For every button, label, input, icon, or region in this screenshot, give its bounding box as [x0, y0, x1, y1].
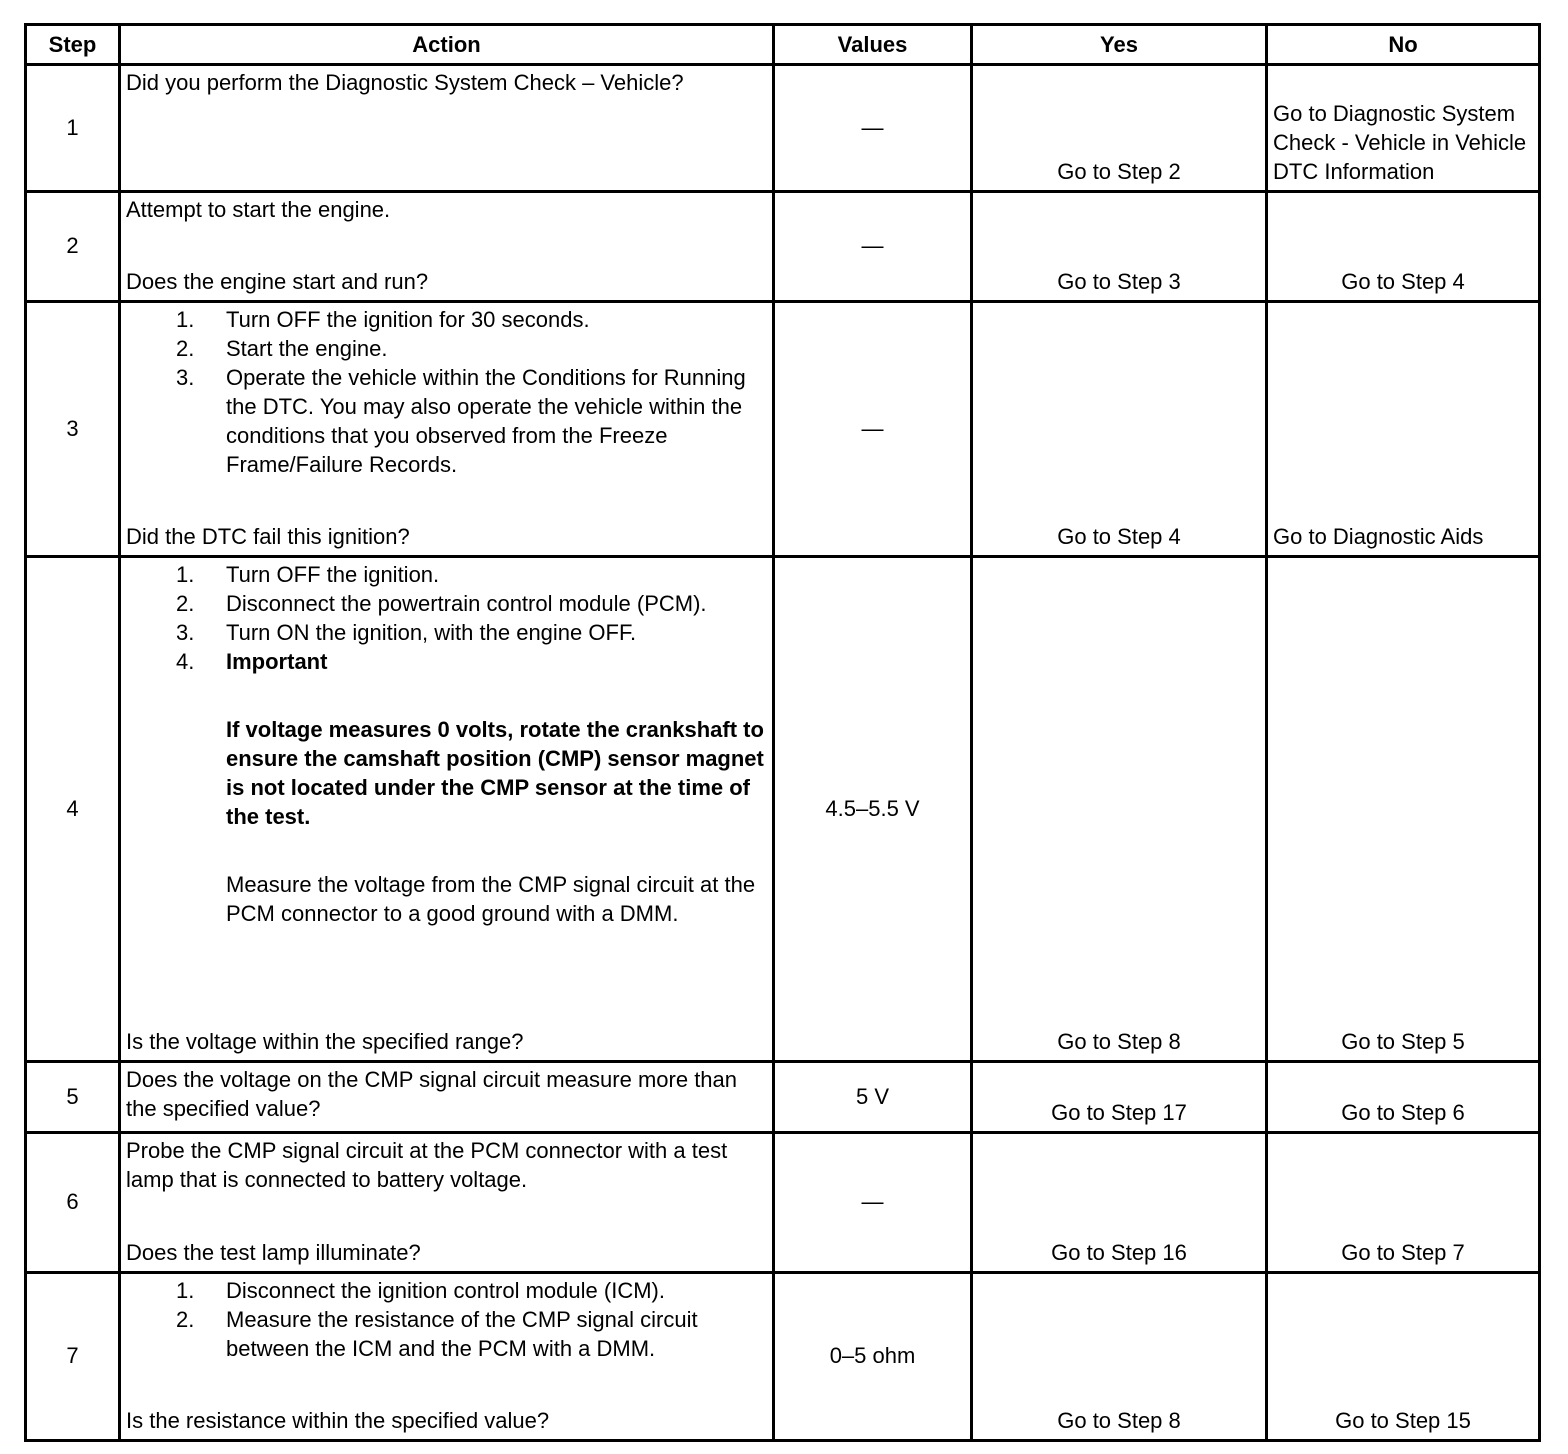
no-cell: Go to Step 5	[1267, 557, 1540, 1062]
diagnostic-table	[24, 23, 1541, 1442]
value-cell: —	[774, 302, 972, 557]
action-cell	[120, 65, 774, 192]
action-question: Is the resistance within the specified value?	[126, 1408, 550, 1433]
no-cell: Go to Step 4	[1267, 192, 1540, 302]
action-question: Does the engine start and run?	[126, 269, 429, 294]
list-item: 3. Turn ON the ignition, with the engine OFF.	[176, 620, 637, 645]
no-cell: Go to Step 6	[1267, 1062, 1540, 1133]
action-cell	[120, 192, 774, 302]
yes-cell: Go to Step 4	[972, 302, 1267, 557]
table-row	[26, 1133, 1540, 1273]
action-question: Is the voltage within the specified range?	[126, 1029, 524, 1054]
important-label: Important	[226, 649, 328, 674]
value-cell: 0–5 ohm	[774, 1273, 972, 1441]
yes-cell: Go to Step 3	[972, 192, 1267, 302]
action-text: Does the voltage on the CMP signal circuit measure more than the specified value?	[126, 1067, 738, 1121]
step-number: 6	[26, 1133, 120, 1273]
list-item: 4. Important	[126, 647, 767, 676]
header-step: Step	[26, 25, 120, 65]
procedure-list	[126, 305, 767, 479]
table-row	[26, 192, 1540, 302]
action-cell	[120, 557, 774, 1062]
no-cell: Go to Diagnostic Aids	[1267, 302, 1540, 557]
list-item: 3. Operate the vehicle within the Conditions for Running the DTC. You may also operate the vehicle within the conditions that you observed from the Freeze Frame/Failure Records.	[176, 365, 746, 477]
measure-instruction: Measure the voltage from the CMP signal circuit at the PCM connector to a good ground with a DMM.	[226, 872, 756, 926]
list-item: 2. Start the engine.	[176, 336, 388, 361]
list-item: 1. Turn OFF the ignition for 30 seconds.	[176, 307, 590, 332]
action-cell	[120, 1133, 774, 1273]
value-cell: 5 V	[774, 1062, 972, 1133]
action-text: Did you perform the Diagnostic System Check – Vehicle?	[126, 70, 684, 95]
value-cell: —	[774, 65, 972, 192]
action-text: Attempt to start the engine.	[126, 197, 391, 222]
value-cell: 4.5–5.5 V	[774, 557, 972, 1062]
table-row	[26, 1062, 1540, 1133]
step-number: 3	[26, 302, 120, 557]
header-values: Values	[774, 25, 972, 65]
action-text: Probe the CMP signal circuit at the PCM connector with a test lamp that is connected to battery voltage.	[126, 1138, 728, 1192]
no-cell: Go to Step 7	[1267, 1133, 1540, 1273]
yes-cell: Go to Step 8	[972, 557, 1267, 1062]
action-cell	[120, 302, 774, 557]
procedure-list	[126, 1276, 767, 1363]
step-number: 7	[26, 1273, 120, 1441]
yes-cell: Go to Step 17	[972, 1062, 1267, 1133]
procedure-list	[126, 560, 767, 676]
header-action: Action	[120, 25, 774, 65]
yes-cell: Go to Step 16	[972, 1133, 1267, 1273]
header-row	[26, 25, 1540, 65]
action-question: Does the test lamp illuminate?	[126, 1240, 421, 1265]
list-item: 1. Disconnect the ignition control module (ICM).	[176, 1278, 665, 1303]
value-cell: —	[774, 1133, 972, 1273]
yes-cell: Go to Step 2	[972, 65, 1267, 192]
table-row	[26, 302, 1540, 557]
action-question: Did the DTC fail this ignition?	[126, 524, 410, 549]
list-item: 1. Turn OFF the ignition.	[176, 562, 440, 587]
list-item: 2. Disconnect the powertrain control module (PCM).	[176, 591, 707, 616]
step-number: 1	[26, 65, 120, 192]
action-cell	[120, 1062, 774, 1133]
step-number: 5	[26, 1062, 120, 1133]
no-cell: Go to Step 15	[1267, 1273, 1540, 1441]
header-yes: Yes	[972, 25, 1267, 65]
list-item: 2. Measure the resistance of the CMP signal circuit between the ICM and the PCM with a DMM.	[176, 1307, 698, 1361]
step-number: 2	[26, 192, 120, 302]
action-cell	[120, 1273, 774, 1441]
table-row	[26, 1273, 1540, 1441]
table-row	[26, 557, 1540, 1062]
value-cell: —	[774, 192, 972, 302]
yes-cell: Go to Step 8	[972, 1273, 1267, 1441]
header-no: No	[1267, 25, 1540, 65]
important-note: If voltage measures 0 volts, rotate the crankshaft to ensure the camshaft position (CMP) sensor magnet is not located under the CMP sensor at the time of the test.	[226, 717, 764, 829]
table-row	[26, 65, 1540, 192]
no-cell: Go to Diagnostic System Check - Vehicle in Vehicle DTC Information	[1267, 65, 1540, 192]
step-number: 4	[26, 557, 120, 1062]
